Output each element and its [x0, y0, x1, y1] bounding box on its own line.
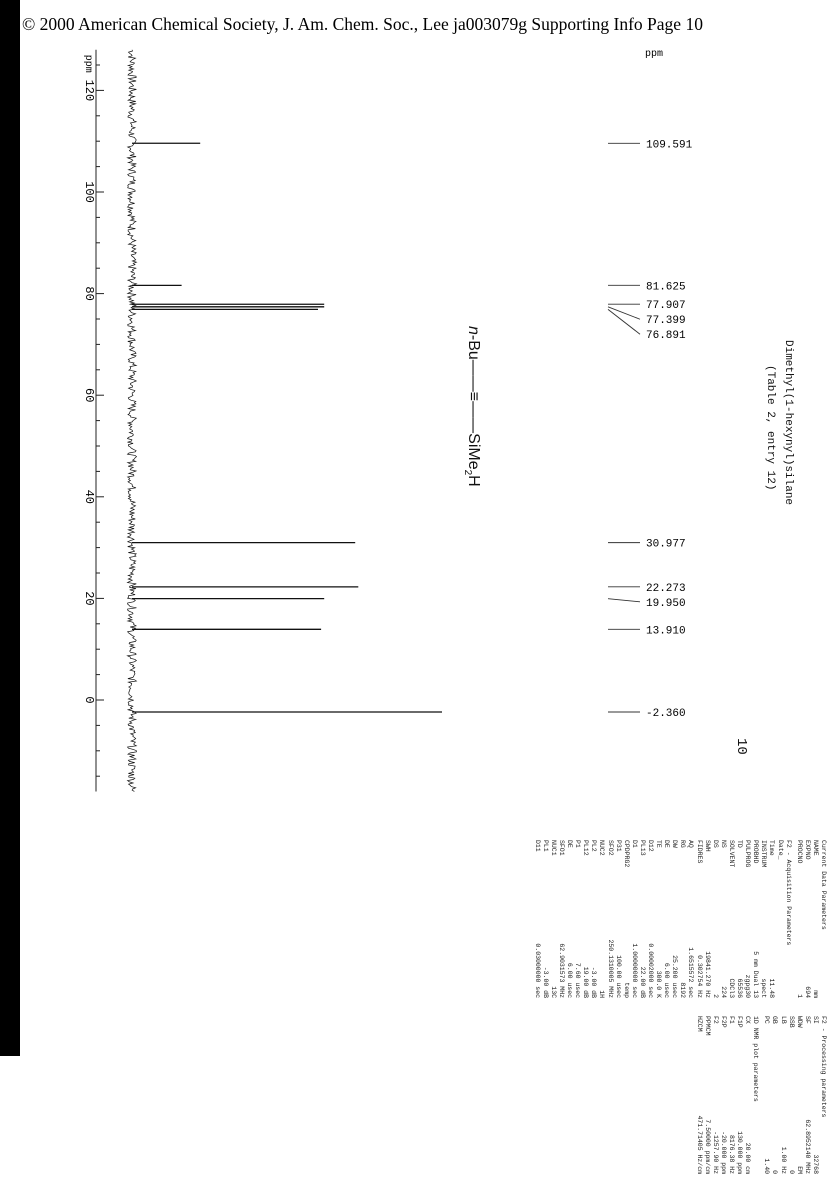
param-value: -3.00 dB: [541, 966, 549, 998]
param-value: 13C: [549, 986, 557, 998]
peak-label: 13.910: [646, 625, 686, 638]
param-row: [597, 840, 605, 998]
params-title-f2: F2 - Acquisition Parameters: [784, 840, 792, 946]
param-key: NUC2: [598, 840, 606, 856]
param-row: [735, 1016, 743, 1174]
param-row: [686, 840, 694, 998]
param-row: [703, 840, 711, 998]
param-row: [573, 840, 581, 998]
param-key: TE: [655, 840, 663, 848]
param-key: F2P: [719, 1016, 727, 1028]
param-row: [759, 840, 767, 998]
param-row: [565, 840, 573, 998]
param-row: [678, 840, 686, 998]
compound-subtitle: (Table 2, entry 12): [764, 365, 776, 491]
param-key: D1: [630, 840, 638, 848]
param-value: 1H: [598, 990, 606, 998]
axis-unit-label: ppm: [82, 54, 93, 73]
param-key: F1P: [736, 1016, 744, 1028]
params-list-current: [795, 840, 819, 998]
param-value: 32768: [811, 1154, 819, 1174]
param-key: PL13: [638, 840, 646, 856]
param-row: [719, 1016, 727, 1174]
param-key: NS: [719, 840, 727, 848]
param-key: PROCNO: [795, 840, 803, 864]
param-value: 22.00 dB: [638, 966, 646, 998]
param-row: [638, 840, 646, 998]
param-key: TD: [736, 840, 744, 848]
param-key: LB: [779, 1016, 787, 1024]
param-value: 0.03000000 sec: [533, 943, 541, 998]
param-value: temp: [622, 982, 630, 998]
param-key: DW: [671, 840, 679, 848]
parameters-block: [533, 840, 830, 1192]
param-value: 0: [787, 1170, 795, 1174]
axis-tick-label: 80: [82, 286, 96, 301]
param-key: RG: [679, 840, 687, 848]
param-key: Date_: [776, 840, 784, 860]
peak-label: 109.591: [646, 139, 693, 152]
param-value: -20.000 ppm: [719, 1131, 727, 1174]
param-row: [778, 1016, 786, 1174]
param-value: 8192: [679, 982, 687, 998]
param-row: [533, 840, 541, 998]
param-key: Time: [768, 840, 776, 856]
param-value: 1: [795, 994, 803, 998]
param-key: SOLVENT: [727, 840, 735, 868]
param-row: [670, 840, 678, 998]
param-value: 5 mm Dual 13: [752, 951, 760, 998]
param-key: WDW: [795, 1016, 803, 1028]
param-key: PC: [763, 1016, 771, 1024]
param-key: SFO1: [558, 840, 565, 856]
param-row: [646, 840, 654, 998]
structure-suffix: H: [465, 475, 482, 487]
peak-label: 30.977: [646, 538, 686, 551]
peak-label: 19.950: [646, 597, 686, 610]
param-key: CX: [744, 1016, 752, 1024]
params-column-acquisition: [533, 840, 830, 998]
param-row: [751, 840, 759, 998]
param-key: P31: [614, 840, 622, 852]
param-row: [589, 840, 597, 998]
param-row: [735, 840, 743, 998]
param-key: SFO2: [606, 840, 614, 856]
peak-label: 77.399: [646, 315, 686, 328]
param-row: [795, 1016, 803, 1174]
param-key: F2: [711, 1016, 719, 1024]
param-row: [557, 840, 565, 998]
param-key: PL1: [541, 840, 549, 852]
structure-main: -Bu——≡——SiMe: [465, 334, 482, 470]
peak-leader: [608, 599, 640, 602]
peak-label: 22.273: [646, 582, 686, 595]
page-header: © 2000 American Chemical Society, J. Am. Chem. Soc., Lee ja003079g Supporting Info Page 10: [22, 14, 703, 34]
param-row: [711, 840, 719, 998]
param-row: [803, 1016, 811, 1174]
param-key: DE: [566, 840, 574, 848]
param-value: 7.60 usec: [574, 962, 582, 998]
param-key: PL2: [590, 840, 598, 852]
param-key: DS: [711, 840, 719, 848]
spectrum-baseline: [128, 50, 137, 792]
param-row: [581, 840, 589, 998]
param-key: CPDPRG2: [622, 840, 630, 868]
params-list-plot: [695, 1016, 752, 1174]
param-key: INSTRUM: [760, 840, 768, 868]
param-key: PPMCM: [703, 1016, 711, 1036]
param-row: [662, 840, 670, 998]
param-value: 0: [771, 1170, 779, 1174]
param-value: 0.00002000 sec: [647, 943, 655, 998]
params-column-processing: [533, 1016, 830, 1174]
peak-label: -2.360: [646, 707, 686, 720]
param-row: [622, 840, 630, 998]
param-row: [743, 1016, 751, 1174]
params-title-current: Current Data Parameters: [820, 840, 827, 930]
param-value: 1.40: [763, 1158, 771, 1174]
param-value: 224: [719, 986, 727, 998]
param-row: [695, 1016, 703, 1174]
param-key: FIDRES: [695, 840, 703, 864]
peak-label: 76.891: [646, 330, 686, 343]
param-key: F1: [727, 1016, 735, 1024]
param-row: [795, 840, 803, 998]
param-value: EM: [795, 1166, 803, 1174]
axis-tick-label: 120: [82, 79, 96, 102]
param-value: 0.302754 Hz: [695, 955, 703, 998]
param-key: DE: [663, 840, 671, 848]
param-key: HZCM: [695, 1016, 703, 1032]
param-value: 20.00 cm: [744, 1142, 752, 1174]
compound-name: Dimethyl(1-hexynyl)silane: [782, 340, 794, 506]
param-row: [803, 840, 811, 998]
param-value: 2: [711, 994, 719, 998]
params-list-processing: [762, 1016, 819, 1174]
param-row: [775, 840, 783, 998]
param-row: [762, 1016, 770, 1174]
param-row: [614, 840, 622, 998]
param-value: 100.00 usec: [614, 955, 622, 998]
param-key: PROBHD: [752, 840, 760, 864]
param-value: 62.8952140 MHz: [803, 1119, 811, 1174]
param-row: [703, 1016, 711, 1174]
param-value: 19841.270 Hz: [703, 951, 711, 998]
structure-prefix: n: [465, 326, 482, 335]
param-value: zgpg30: [744, 974, 752, 998]
param-row: [630, 840, 638, 998]
param-value: 8176.38 Hz: [727, 1134, 735, 1174]
page-number: 10: [733, 738, 749, 755]
param-value: 6.00 usec: [566, 962, 574, 998]
param-value: -3.00 dB: [590, 966, 598, 998]
param-row: [711, 1016, 719, 1174]
param-key: SF: [803, 1016, 811, 1024]
param-value: CDCl3: [727, 978, 735, 998]
param-key: GB: [771, 1016, 779, 1024]
param-value: 300.0 K: [655, 970, 663, 998]
param-value: spect: [760, 978, 768, 998]
ppm-unit-label: ppm: [645, 49, 664, 60]
param-row: [727, 1016, 735, 1174]
param-value: 62.9031573 MHz: [558, 943, 565, 998]
param-row: [743, 840, 751, 998]
param-row: [549, 840, 557, 998]
param-key: PL12: [582, 840, 590, 856]
param-key: PULPROG: [744, 840, 752, 868]
param-value: 1.00 Hz: [779, 1146, 787, 1174]
param-row: [541, 840, 549, 998]
structure-formula: [462, 326, 482, 487]
param-value: 19.00 dB: [582, 966, 590, 998]
param-value: 250.1310005 MHz: [606, 939, 614, 998]
params-title-plot: 1D NMR plot parameters: [752, 1016, 760, 1102]
param-value: 65536: [736, 978, 744, 998]
param-key: D11: [533, 840, 541, 852]
peak-label: 81.625: [646, 281, 686, 294]
param-key: NUC1: [549, 840, 557, 856]
param-value: -1257.90 Hz: [711, 1131, 719, 1174]
params-title-processing: F2 - Processing parameters: [820, 1016, 827, 1118]
param-row: [787, 1016, 795, 1174]
param-value: 6.00 usec: [663, 962, 671, 998]
param-row: [605, 840, 613, 998]
param-row: [811, 840, 819, 998]
param-key: SSB: [787, 1016, 795, 1028]
axis-tick-label: 60: [82, 387, 96, 403]
param-value: 471.71405 Hz/cm: [695, 1115, 703, 1174]
param-value: mm: [811, 990, 819, 998]
param-key: P1: [574, 840, 582, 848]
axis-tick-label: 40: [82, 489, 96, 505]
param-key: SI: [811, 1016, 819, 1024]
param-value: [775, 910, 783, 998]
param-key: D12: [647, 840, 655, 852]
param-row: [719, 840, 727, 998]
param-row: [695, 840, 703, 998]
param-row: [811, 1016, 819, 1174]
param-row: [727, 840, 735, 998]
param-value: 25.200 usec: [671, 955, 679, 998]
param-value: 694: [803, 986, 811, 998]
axis-tick-label: 100: [82, 181, 96, 203]
param-value: 7.50000 ppm/cm: [703, 1119, 711, 1174]
param-row: [654, 840, 662, 998]
params-list-f2: [533, 840, 784, 998]
param-key: NAME: [811, 840, 819, 856]
axis-tick-label: 20: [82, 591, 96, 606]
param-value: 130.000 ppm: [736, 1131, 744, 1174]
param-value: 1.00000000 sec: [630, 943, 638, 998]
param-key: SWH: [703, 840, 711, 852]
axis-tick-label: 0: [82, 696, 96, 704]
peak-label: 77.907: [646, 300, 686, 313]
param-key: AQ: [687, 840, 695, 848]
param-value: 1.6515572 sec: [687, 947, 695, 998]
param-value: 11.48: [768, 978, 776, 998]
param-key: EXPNO: [803, 840, 811, 860]
param-row: [767, 840, 775, 998]
structure-subscript: 2: [461, 469, 473, 476]
param-row: [770, 1016, 778, 1174]
